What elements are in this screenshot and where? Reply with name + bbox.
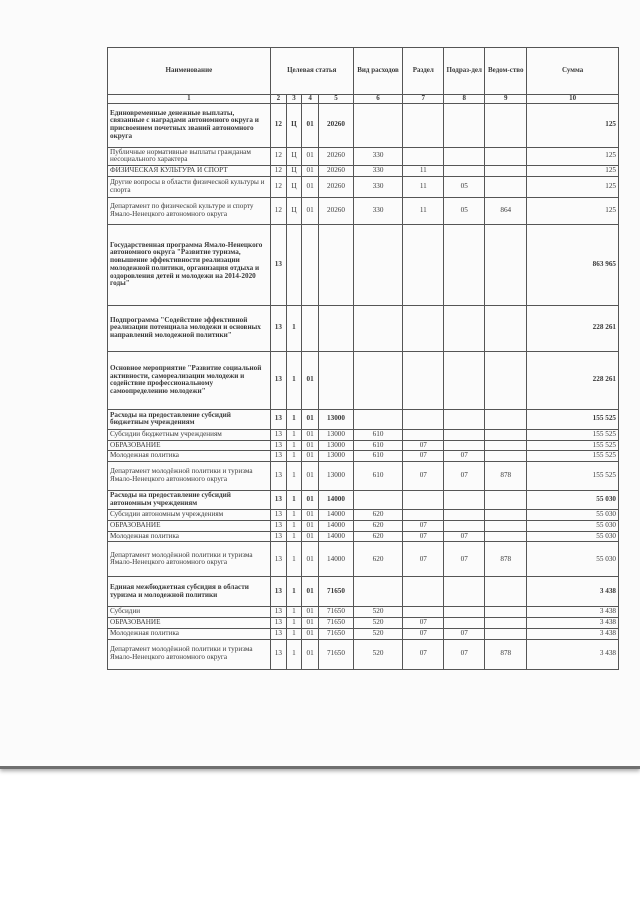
department-cell: [485, 351, 527, 409]
department-cell: [485, 531, 527, 542]
target-code-4: 14000: [319, 510, 354, 521]
section-cell: [403, 577, 444, 607]
target-code-2: 1: [286, 510, 301, 521]
col-expense-type-header: Вид расходов: [353, 48, 403, 95]
department-cell: [485, 176, 527, 197]
target-code-4: [319, 224, 354, 305]
target-code-3: 01: [302, 429, 319, 440]
column-index-row: [108, 95, 619, 104]
sum-cell: 3 438: [527, 628, 619, 639]
target-code-4: 13000: [319, 440, 354, 451]
target-code-2: 1: [286, 351, 301, 409]
target-code-1: 13: [270, 409, 286, 429]
section-cell: 07: [403, 440, 444, 451]
target-code-1: 13: [270, 607, 286, 618]
column-index: 5: [319, 95, 354, 104]
target-code-1: 13: [270, 451, 286, 462]
target-code-1: 13: [270, 351, 286, 409]
table-row: [108, 628, 619, 639]
target-code-2: 1: [286, 618, 301, 629]
subsection-cell: 07: [444, 531, 485, 542]
section-cell: [403, 351, 444, 409]
column-index: 10: [527, 95, 619, 104]
target-code-4: 20260: [319, 147, 354, 166]
table-row: [108, 577, 619, 607]
target-code-2: 1: [286, 577, 301, 607]
target-code-4: 14000: [319, 542, 354, 577]
target-code-3: 01: [302, 491, 319, 510]
column-index: 3: [286, 95, 301, 104]
target-code-2: 1: [286, 520, 301, 531]
target-code-2: 1: [286, 440, 301, 451]
target-code-3: 01: [302, 577, 319, 607]
table-row: [108, 520, 619, 531]
table-row: [108, 103, 619, 147]
sum-cell: 125: [527, 176, 619, 197]
table-row: [108, 510, 619, 521]
section-cell: [403, 429, 444, 440]
target-code-4: 71650: [319, 618, 354, 629]
col-department-header: Ведом-ство: [485, 48, 527, 95]
subsection-cell: [444, 224, 485, 305]
table-row: [108, 224, 619, 305]
sum-cell: 55 030: [527, 542, 619, 577]
target-code-4: 20260: [319, 103, 354, 147]
table-row: [108, 639, 619, 669]
target-code-4: 20260: [319, 176, 354, 197]
target-code-1: 13: [270, 628, 286, 639]
target-code-3: [302, 224, 319, 305]
col-section-header: Раздел: [403, 48, 444, 95]
row-name-cell: Молодежная политика: [108, 531, 271, 542]
row-name-cell: Субсидии автономным учреждениям: [108, 510, 271, 521]
subsection-cell: [444, 166, 485, 177]
subsection-cell: 07: [444, 462, 485, 491]
target-code-2: 1: [286, 429, 301, 440]
expense-type-cell: 620: [353, 520, 403, 531]
expense-type-cell: [353, 577, 403, 607]
row-name-cell: Публичные нормативные выплаты гражданам несоциального характера: [108, 147, 271, 166]
subsection-cell: [444, 491, 485, 510]
target-code-4: [319, 351, 354, 409]
section-cell: [403, 409, 444, 429]
target-code-2: 1: [286, 628, 301, 639]
target-code-3: 01: [302, 542, 319, 577]
sum-cell: 3 438: [527, 618, 619, 629]
target-code-3: 01: [302, 147, 319, 166]
section-cell: 07: [403, 618, 444, 629]
section-cell: 07: [403, 628, 444, 639]
subsection-cell: [444, 147, 485, 166]
section-cell: [403, 103, 444, 147]
column-index: 7: [403, 95, 444, 104]
target-code-1: 12: [270, 103, 286, 147]
row-name-cell: Молодежная политика: [108, 451, 271, 462]
subsection-cell: 05: [444, 176, 485, 197]
table-row: [108, 429, 619, 440]
target-code-3: 01: [302, 451, 319, 462]
target-code-3: 01: [302, 197, 319, 224]
subsection-cell: [444, 577, 485, 607]
target-code-2: Ц: [286, 176, 301, 197]
section-cell: 07: [403, 531, 444, 542]
target-code-3: [302, 305, 319, 351]
table-row: [108, 440, 619, 451]
target-code-4: 14000: [319, 491, 354, 510]
department-cell: [485, 510, 527, 521]
table-row: [108, 542, 619, 577]
subsection-cell: [444, 103, 485, 147]
department-cell: [485, 429, 527, 440]
section-cell: [403, 224, 444, 305]
sum-cell: 3 438: [527, 577, 619, 607]
target-code-2: Ц: [286, 166, 301, 177]
department-cell: [485, 305, 527, 351]
section-cell: [403, 607, 444, 618]
expense-type-cell: [353, 103, 403, 147]
target-code-2: 1: [286, 531, 301, 542]
department-cell: [485, 451, 527, 462]
department-cell: 878: [485, 542, 527, 577]
section-cell: [403, 147, 444, 166]
subsection-cell: [444, 429, 485, 440]
department-cell: [485, 166, 527, 177]
department-cell: [485, 577, 527, 607]
budget-table: [107, 47, 619, 670]
row-name-cell: Молодежная политика: [108, 628, 271, 639]
target-code-3: 01: [302, 607, 319, 618]
column-index: 1: [108, 95, 271, 104]
column-index: 2: [270, 95, 286, 104]
department-cell: 878: [485, 462, 527, 491]
section-cell: 11: [403, 197, 444, 224]
target-code-1: 13: [270, 639, 286, 669]
section-cell: [403, 510, 444, 521]
table-row: [108, 351, 619, 409]
expense-type-cell: 330: [353, 147, 403, 166]
expense-type-cell: 520: [353, 618, 403, 629]
column-index: 4: [302, 95, 319, 104]
target-code-2: Ц: [286, 147, 301, 166]
target-code-3: 01: [302, 531, 319, 542]
expense-type-cell: [353, 491, 403, 510]
section-cell: 07: [403, 639, 444, 669]
subsection-cell: [444, 305, 485, 351]
expense-type-cell: 520: [353, 607, 403, 618]
target-code-2: 1: [286, 451, 301, 462]
page-bottom-edge: [0, 766, 640, 769]
target-code-2: Ц: [286, 197, 301, 224]
expense-type-cell: 610: [353, 451, 403, 462]
subsection-cell: 07: [444, 628, 485, 639]
target-code-3: 01: [302, 618, 319, 629]
department-cell: [485, 628, 527, 639]
target-code-4: [319, 305, 354, 351]
target-code-2: 1: [286, 607, 301, 618]
target-code-1: 12: [270, 147, 286, 166]
row-name-cell: Расходы на предоставление субсидий автономным учреждениям: [108, 491, 271, 510]
subsection-cell: [444, 618, 485, 629]
target-code-3: 01: [302, 639, 319, 669]
sum-cell: 3 438: [527, 607, 619, 618]
row-name-cell: Единая межбюджетная субсидия в области туризма и молодежной политики: [108, 577, 271, 607]
department-cell: [485, 147, 527, 166]
target-code-1: 13: [270, 577, 286, 607]
target-code-1: 12: [270, 166, 286, 177]
expense-type-cell: 610: [353, 462, 403, 491]
target-code-4: 13000: [319, 409, 354, 429]
table-body: [108, 103, 619, 669]
row-name-cell: Субсидии: [108, 607, 271, 618]
column-index: 6: [353, 95, 403, 104]
row-name-cell: ОБРАЗОВАНИЕ: [108, 440, 271, 451]
table-row: [108, 462, 619, 491]
table-row: [108, 451, 619, 462]
sum-cell: 155 525: [527, 409, 619, 429]
expense-type-cell: 620: [353, 510, 403, 521]
target-code-3: 01: [302, 409, 319, 429]
row-name-cell: Государственная программа Ямало-Ненецкого автономного округа "Развитие туризма, повышение эффективности реализации молодежной политики, организация отдыха и оздоровления детей и молодежи на 2014-2020 годы": [108, 224, 271, 305]
target-code-4: 14000: [319, 531, 354, 542]
table-row: [108, 147, 619, 166]
target-code-4: 13000: [319, 451, 354, 462]
expense-type-cell: [353, 224, 403, 305]
target-code-1: 13: [270, 531, 286, 542]
target-code-2: 1: [286, 491, 301, 510]
expense-type-cell: 620: [353, 542, 403, 577]
subsection-cell: 07: [444, 639, 485, 669]
section-cell: [403, 491, 444, 510]
sum-cell: 55 030: [527, 531, 619, 542]
row-name-cell: Подпрограмма "Содействие эффективной реализации потенциала молодежи и основных направлений молодежной политики": [108, 305, 271, 351]
target-code-4: 71650: [319, 607, 354, 618]
column-index: 8: [444, 95, 485, 104]
section-cell: 11: [403, 166, 444, 177]
target-code-1: 13: [270, 462, 286, 491]
sum-cell: 155 525: [527, 440, 619, 451]
target-code-1: 13: [270, 520, 286, 531]
expense-type-cell: 330: [353, 166, 403, 177]
target-code-1: 13: [270, 224, 286, 305]
target-code-2: 1: [286, 305, 301, 351]
row-name-cell: Основное мероприятие "Развитие социальной активности, самореализации молодежи и содействие профессиональному самоопределению молодежи": [108, 351, 271, 409]
target-code-1: 12: [270, 197, 286, 224]
subsection-cell: [444, 351, 485, 409]
expense-type-cell: 330: [353, 197, 403, 224]
table-row: [108, 607, 619, 618]
department-cell: [485, 491, 527, 510]
target-code-3: 01: [302, 628, 319, 639]
department-cell: [485, 224, 527, 305]
row-name-cell: ФИЗИЧЕСКАЯ КУЛЬТУРА И СПОРТ: [108, 166, 271, 177]
target-code-4: 13000: [319, 462, 354, 491]
sum-cell: 155 525: [527, 429, 619, 440]
subsection-cell: 07: [444, 451, 485, 462]
expense-type-cell: 520: [353, 628, 403, 639]
sum-cell: 55 030: [527, 520, 619, 531]
sum-cell: 155 525: [527, 451, 619, 462]
target-code-4: 20260: [319, 197, 354, 224]
row-name-cell: ОБРАЗОВАНИЕ: [108, 520, 271, 531]
department-cell: 878: [485, 639, 527, 669]
sum-cell: 125: [527, 166, 619, 177]
expense-type-cell: [353, 351, 403, 409]
sum-cell: 155 525: [527, 462, 619, 491]
sum-cell: 3 438: [527, 639, 619, 669]
sum-cell: 228 261: [527, 351, 619, 409]
target-code-3: 01: [302, 176, 319, 197]
subsection-cell: [444, 440, 485, 451]
section-cell: 11: [403, 176, 444, 197]
sum-cell: 55 030: [527, 491, 619, 510]
subsection-cell: [444, 510, 485, 521]
target-code-2: [286, 224, 301, 305]
department-cell: [485, 607, 527, 618]
section-cell: [403, 305, 444, 351]
sum-cell: 55 030: [527, 510, 619, 521]
target-code-1: 13: [270, 491, 286, 510]
target-code-1: 13: [270, 510, 286, 521]
col-target-header: Целевая статья: [270, 48, 353, 95]
col-name-header: Наименование: [108, 48, 271, 95]
subsection-cell: [444, 607, 485, 618]
target-code-1: 13: [270, 618, 286, 629]
target-code-3: 01: [302, 351, 319, 409]
target-code-4: 71650: [319, 577, 354, 607]
col-sum-header: Сумма: [527, 48, 619, 95]
target-code-2: Ц: [286, 103, 301, 147]
row-name-cell: ОБРАЗОВАНИЕ: [108, 618, 271, 629]
expense-type-cell: [353, 305, 403, 351]
sum-cell: 125: [527, 147, 619, 166]
target-code-3: 01: [302, 520, 319, 531]
subsection-cell: [444, 409, 485, 429]
table-row: [108, 197, 619, 224]
section-cell: 07: [403, 542, 444, 577]
sum-cell: 228 261: [527, 305, 619, 351]
table-row: [108, 618, 619, 629]
target-code-2: 1: [286, 542, 301, 577]
row-name-cell: Единовременные денежные выплаты, связанные с наградами автономного округа и присвоением почетных званий автономного округа: [108, 103, 271, 147]
expense-type-cell: 610: [353, 440, 403, 451]
table-row: [108, 166, 619, 177]
target-code-4: 14000: [319, 520, 354, 531]
row-name-cell: Департамент молодёжной политики и туризма Ямало-Ненецкого автономного округа: [108, 639, 271, 669]
target-code-2: 1: [286, 409, 301, 429]
expense-type-cell: 330: [353, 176, 403, 197]
subsection-cell: [444, 520, 485, 531]
row-name-cell: Департамент молодёжной политики и туризма Ямало-Ненецкого автономного округа: [108, 462, 271, 491]
table-row: [108, 491, 619, 510]
section-cell: 07: [403, 462, 444, 491]
table-row: [108, 531, 619, 542]
expense-type-cell: 620: [353, 531, 403, 542]
target-code-4: 71650: [319, 639, 354, 669]
target-code-3: 01: [302, 440, 319, 451]
row-name-cell: Другие вопросы в области физической культуры и спорта: [108, 176, 271, 197]
row-name-cell: Расходы на предоставление субсидий бюджетным учреждениям: [108, 409, 271, 429]
section-cell: 07: [403, 520, 444, 531]
sum-cell: 863 965: [527, 224, 619, 305]
department-cell: [485, 440, 527, 451]
target-code-1: 13: [270, 542, 286, 577]
row-name-cell: Департамент молодёжной политики и туризма Ямало-Ненецкого автономного округа: [108, 542, 271, 577]
table-row: [108, 409, 619, 429]
target-code-4: 13000: [319, 429, 354, 440]
expense-type-cell: 610: [353, 429, 403, 440]
expense-type-cell: 520: [353, 639, 403, 669]
sum-cell: 125: [527, 197, 619, 224]
header-row: [108, 48, 619, 95]
target-code-1: 13: [270, 429, 286, 440]
target-code-4: 71650: [319, 628, 354, 639]
department-cell: [485, 520, 527, 531]
department-cell: 864: [485, 197, 527, 224]
table-row: [108, 176, 619, 197]
subsection-cell: 07: [444, 542, 485, 577]
target-code-2: 1: [286, 462, 301, 491]
target-code-1: 13: [270, 440, 286, 451]
target-code-4: 20260: [319, 166, 354, 177]
expense-type-cell: [353, 409, 403, 429]
department-cell: [485, 618, 527, 629]
target-code-3: 01: [302, 103, 319, 147]
table-row: [108, 305, 619, 351]
row-name-cell: Департамент по физической культуре и спорту Ямало-Ненецкого автономного округа: [108, 197, 271, 224]
target-code-3: 01: [302, 462, 319, 491]
target-code-1: 13: [270, 305, 286, 351]
department-cell: [485, 103, 527, 147]
col-subsection-header: Подраз-дел: [444, 48, 485, 95]
target-code-3: 01: [302, 510, 319, 521]
target-code-3: 01: [302, 166, 319, 177]
sum-cell: 125: [527, 103, 619, 147]
section-cell: 07: [403, 451, 444, 462]
target-code-1: 12: [270, 176, 286, 197]
row-name-cell: Субсидии бюджетным учреждениям: [108, 429, 271, 440]
target-code-2: 1: [286, 639, 301, 669]
subsection-cell: 05: [444, 197, 485, 224]
column-index: 9: [485, 95, 527, 104]
department-cell: [485, 409, 527, 429]
